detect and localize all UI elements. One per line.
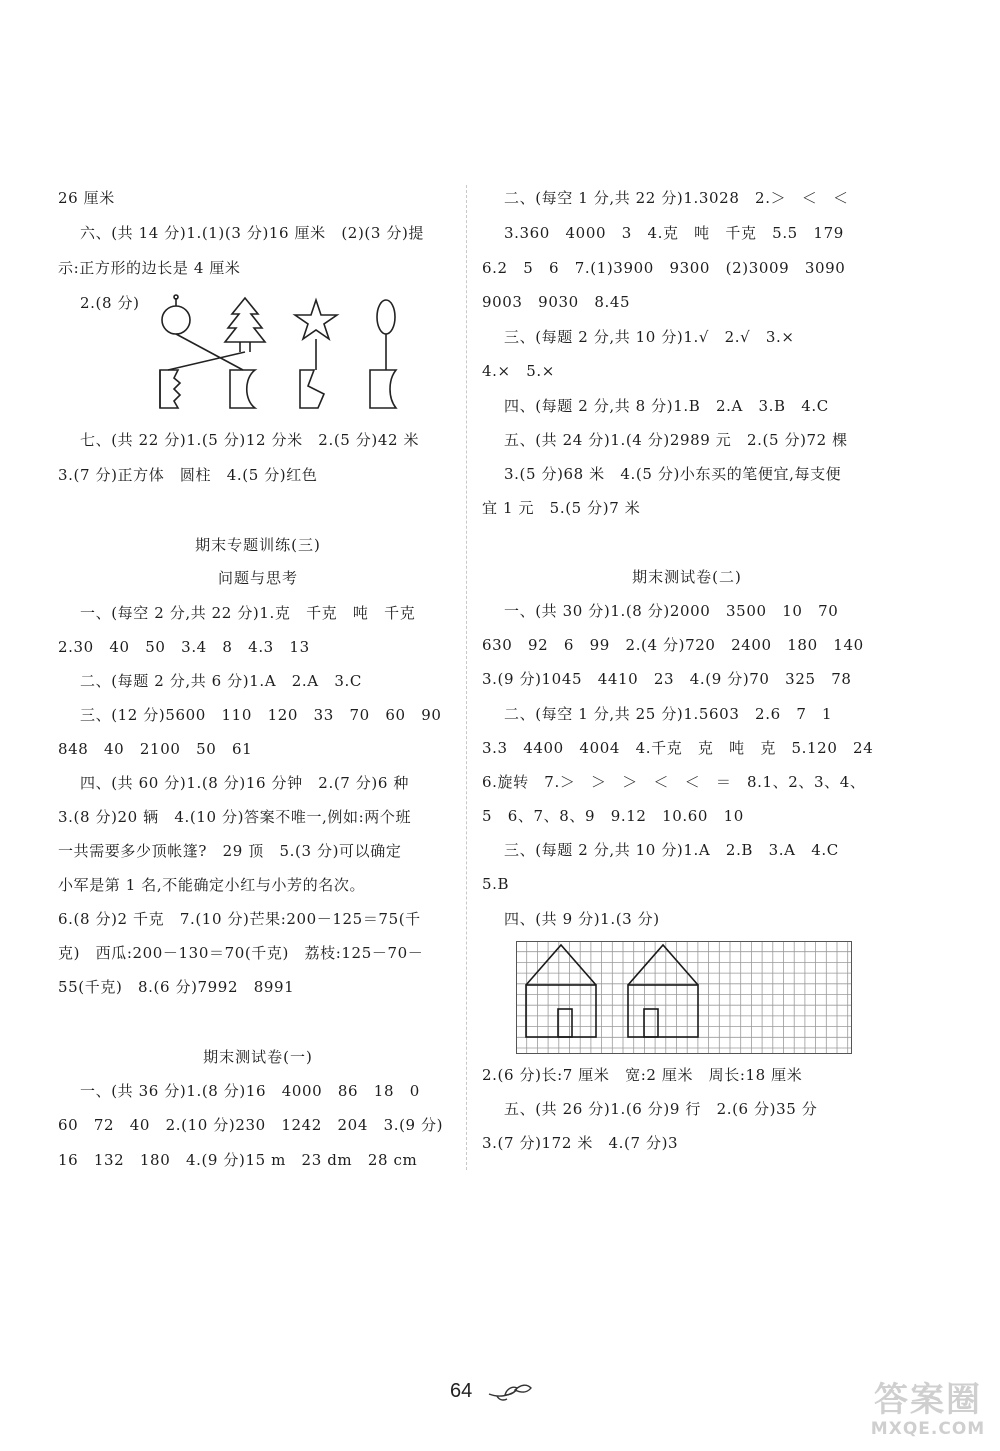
answer-line: 2.30 40 50 3.4 8 4.3 13 xyxy=(58,638,310,656)
answer-line: 55(千克) 8.(6 分)7992 8991 xyxy=(58,978,295,996)
answer-line: 四、(共 60 分)1.(8 分)16 分钟 2.(7 分)6 种 xyxy=(80,774,409,792)
answer-line: 3.(8 分)20 辆 4.(10 分)答案不唯一,例如:两个班 xyxy=(58,808,412,826)
answer-line: 6.(8 分)2 千克 7.(10 分)芒果:200－125＝75(千 xyxy=(58,910,421,928)
watermark-logo xyxy=(866,1380,990,1444)
answer-line: 6.2 5 6 7.(1)3900 9300 (2)3009 3090 xyxy=(482,259,846,277)
section-title: 期末专题训练(三) xyxy=(195,536,321,554)
answer-line: 16 132 180 4.(9 分)15 m 23 dm 28 cm xyxy=(58,1151,418,1169)
block-shape-3 xyxy=(300,370,324,408)
answer-line: 2.(8 分) xyxy=(80,294,140,312)
answer-line: 克) 西瓜:200－130＝70(千克) 荔枝:125－70－ xyxy=(58,944,424,962)
answer-line: 三、(每题 2 分,共 10 分)1.A 2.B 3.A 4.C xyxy=(504,841,839,859)
answer-line: 三、(12 分)5600 110 120 33 70 60 90 xyxy=(80,706,442,724)
page-number: 64 xyxy=(450,1380,473,1402)
answer-line: 二、(每空 1 分,共 22 分)1.3028 2.＞ ＜ ＜ xyxy=(504,189,849,207)
answer-line: 5 6、7、8、9 9.12 10.60 10 xyxy=(482,807,744,825)
answer-line: 3.3 4400 4004 4.千克 克 吨 克 5.120 24 xyxy=(482,739,874,757)
answer-line: 3.(7 分)172 米 4.(7 分)3 xyxy=(482,1134,679,1152)
answer-line: 三、(每题 2 分,共 10 分)1.√ 2.√ 3.× xyxy=(504,328,795,346)
answer-line: 四、(共 9 分)1.(3 分) xyxy=(504,910,660,928)
column-divider xyxy=(466,185,467,1170)
answer-line: 9003 9030 8.45 xyxy=(482,293,631,311)
answer-line: 630 92 6 99 2.(4 分)720 2400 180 140 xyxy=(482,636,864,654)
answer-line: 5.B xyxy=(482,875,510,893)
answer-line: 小军是第 1 名,不能确定小红与小芳的名次。 xyxy=(58,876,366,894)
answer-line: 26 厘米 xyxy=(58,189,115,207)
answer-line: 3.360 4000 3 4.克 吨 千克 5.5 179 xyxy=(504,224,844,242)
tree-shape xyxy=(225,298,265,342)
block-shape-2 xyxy=(230,370,255,408)
block-shape-4 xyxy=(370,370,396,408)
watermark-url: MXQE.COM xyxy=(870,1419,986,1439)
matching-shapes-figure xyxy=(148,290,418,420)
leaf-ornament-icon xyxy=(487,1380,535,1404)
answer-line: 五、(共 24 分)1.(4 分)2989 元 2.(5 分)72 棵 xyxy=(504,431,848,449)
answer-line: 4.× 5.× xyxy=(482,362,555,380)
watermark-text: 答案圈 xyxy=(874,1380,982,1420)
house-shape-1 xyxy=(526,945,596,1037)
answer-line: 七、(共 22 分)1.(5 分)12 分米 2.(5 分)42 米 xyxy=(80,431,420,449)
circle-shape xyxy=(162,306,190,334)
answer-line: 6.旋转 7.＞ ＞ ＞ ＜ ＜ ＝ 8.1、2、3、4、 xyxy=(482,773,866,791)
answer-line: 一、(共 36 分)1.(8 分)16 4000 86 18 0 xyxy=(80,1082,420,1100)
section-subtitle: 问题与思考 xyxy=(217,569,298,587)
answer-line: 五、(共 26 分)1.(6 分)9 行 2.(6 分)35 分 xyxy=(504,1100,818,1118)
answer-line: 二、(每空 1 分,共 25 分)1.5603 2.6 7 1 xyxy=(504,705,833,723)
answer-line: 一、(共 30 分)1.(8 分)2000 3500 10 70 xyxy=(504,602,839,620)
answer-line: 宜 1 元 5.(5 分)7 米 xyxy=(482,499,641,517)
answer-line: 3.(7 分)正方体 圆柱 4.(5 分)红色 xyxy=(58,466,318,484)
answer-line: 2.(6 分)长:7 厘米 宽:2 厘米 周长:18 厘米 xyxy=(482,1066,803,1084)
star-shape xyxy=(295,300,337,339)
answer-line: 二、(每题 2 分,共 6 分)1.A 2.A 3.C xyxy=(80,672,362,690)
answer-line: 60 72 40 2.(10 分)230 1242 204 3.(9 分) xyxy=(58,1116,444,1134)
grid-house-figure xyxy=(516,941,856,1055)
answer-line: 示:正方形的边长是 4 厘米 xyxy=(58,259,241,277)
answer-line: 一、(每空 2 分,共 22 分)1.克 千克 吨 千克 xyxy=(80,604,416,622)
answer-line: 3.(5 分)68 米 4.(5 分)小东买的笔便宜,每支便 xyxy=(504,465,842,483)
ellipse-shape xyxy=(377,300,395,334)
answer-line: 848 40 2100 50 61 xyxy=(58,740,253,758)
block-shape-1 xyxy=(160,370,180,408)
answer-line: 四、(每题 2 分,共 8 分)1.B 2.A 3.B 4.C xyxy=(504,397,829,415)
answer-line: 一共需要多少顶帐篷? 29 顶 5.(3 分)可以确定 xyxy=(58,842,402,860)
section-title: 期末测试卷(二) xyxy=(632,568,742,586)
answer-line: 3.(9 分)1045 4410 23 4.(9 分)70 325 78 xyxy=(482,670,852,688)
section-title: 期末测试卷(一) xyxy=(203,1048,313,1066)
answer-line: 六、(共 14 分)1.(1)(3 分)16 厘米 (2)(3 分)提 xyxy=(80,224,425,242)
